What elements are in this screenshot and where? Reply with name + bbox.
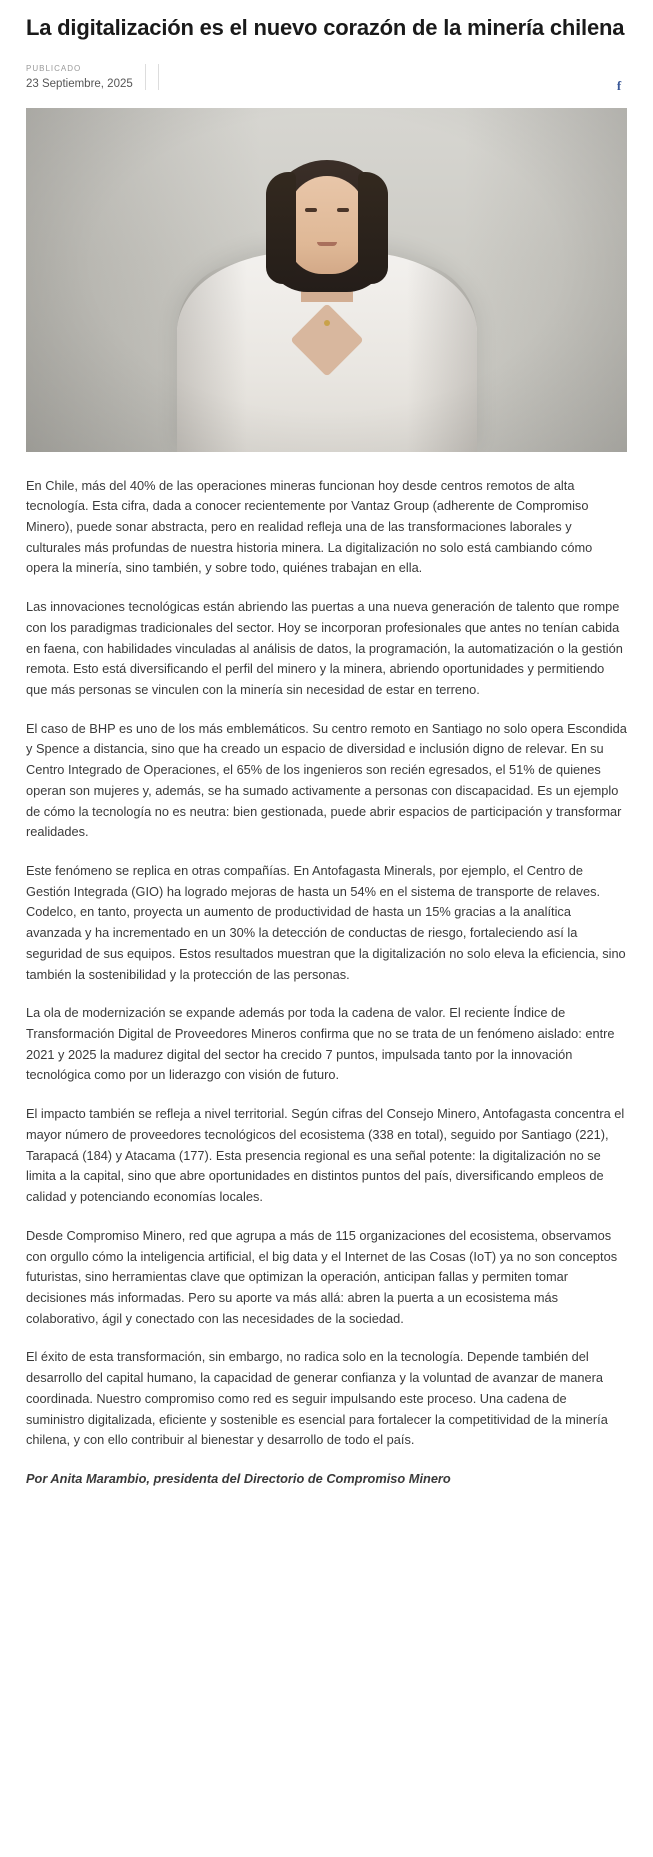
published-block xyxy=(26,64,143,90)
page-title: La digitalización es el nuevo corazón de la minería chilena xyxy=(26,15,625,40)
article-paragraph: El impacto también se refleja a nivel territorial. Según cifras del Consejo Minero, Antofagasta concentra el mayor número de proveedores tecnológicos del ecosistema (338 en total), seguido por Santiago (221), Tarapacá (184) y Atacama (177). Esta presencia regional es una señal potente: la digitalización no se limita a la capital, sino que abre oportunidades en distintos puntos del país, diversificando empleos de calidad y potenciando economías locales. xyxy=(26,1106,625,1205)
article-paragraph: Desde Compromiso Minero, red que agrupa a más de 115 organizaciones del ecosistema, observamos con orgullo cómo la inteligencia artificial, el big data y el Internet de las Cosas (IoT) ya no son conceptos futuristas, sino herramientas clave que optimizan la operación, anticipan fallas y permiten tomar decisiones más informadas. Pero su aporte va más allá: abren la puerta a un ecosistema más colaborativo, ágil y conectado con las necesidades de la sociedad. xyxy=(26,1227,618,1326)
article-byline: Por Anita Marambio, presidenta del Directorio de Compromiso Minero xyxy=(26,1470,451,1486)
meta-left-group xyxy=(26,64,159,90)
article-meta-bar xyxy=(26,64,627,94)
hero-image xyxy=(26,108,627,452)
meta-divider xyxy=(145,64,146,90)
published-date: 23 Septiembre, 2025 xyxy=(26,77,133,90)
meta-divider-secondary xyxy=(158,64,159,90)
article-body xyxy=(26,476,627,1490)
article-paragraph: El éxito de esta transformación, sin embargo, no radica solo en la tecnología. Depende también del desarrollo del capital humano, la capacidad de generar confianza y la voluntad de avanzar de manera coordinada. Nuestro compromiso como red es seguir impulsando este proceso. Una cadena de suministro digitalizada, eficiente y sostenible es esencial para fortalecer la competitividad de la minería chilena, y con ello contribuir al bienestar y desarrollo de todo el país. xyxy=(26,1349,608,1448)
article-paragraph: En Chile, más del 40% de las operaciones mineras funcionan hoy desde centros remotos de alta tecnología. Esta cifra, dada a conocer recientemente por Vantaz Group (adherente de Compromiso Minero), puede sonar abstracta, pero en realidad refleja una de las transformaciones laborales y culturales más profundas de nuestra historia minera. La digitalización no solo está cambiando cómo opera la minería, sino también, y sobre todo, quiénes trabajan en ella. xyxy=(26,477,593,576)
article-paragraph: Este fenómeno se replica en otras compañías. En Antofagasta Minerals, por ejemplo, el Centro de Gestión Integrada (GIO) ha logrado mejoras de hasta un 54% en el sistema de transporte de relaves. Codelco, en tanto, proyecta un aumento de productividad de hasta un 15% gracias a la analítica avanzada y ha incrementado en un 30% la detección de conductas de riesgo, fortaleciendo así la seguridad de sus equipos. Estos resultados muestran que la digitalización no solo eleva la eficiencia, sino también la sostenibilidad y la protección de las personas. xyxy=(26,863,626,982)
article-paragraph: La ola de modernización se expande además por toda la cadena de valor. El reciente Índice de Transformación Digital de Proveedores Mineros confirma que no se trata de un fenómeno aislado: entre 2021 y 2025 la madurez digital del sector ha crecido 7 puntos, impulsada tanto por la innovación tecnológica como por un liderazgo con visión de futuro. xyxy=(26,1005,615,1083)
share-group xyxy=(611,64,627,94)
article-paragraph: Las innovaciones tecnológicas están abriendo las puertas a una nueva generación de talento que rompe con los paradigmas tradicionales del sector. Hoy se incorporan profesionales que antes no tenían cabida en faena, con habilidades vinculadas al análisis de datos, la programación, la automatización o la gestión remota. Esto está diversificando el perfil del minero y la minera, abriendo oportunidades y permitiendo que más personas se vinculen con la minería sin necesidad de estar en terreno. xyxy=(26,599,623,697)
hero-vignette xyxy=(26,108,627,452)
article-paragraph: El caso de BHP es uno de los más emblemáticos. Su centro remoto en Santiago no solo opera Escondida y Spence a distancia, sino que ha creado un espacio de diversidad e inclusión digno de relevar. En su Centro Integrado de Operaciones, el 65% de los ingenieros son recién egresados, el 51% de quienes operan son mujeres y, además, se ha sumado activamente a personas con discapacidad. Es un ejemplo de cómo la tecnología no es neutra: bien gestionada, puede abrir espacios de participación y transformar realidades. xyxy=(26,720,627,840)
published-label: PUBLICADO xyxy=(26,63,82,73)
facebook-share-icon[interactable]: f xyxy=(616,77,622,93)
